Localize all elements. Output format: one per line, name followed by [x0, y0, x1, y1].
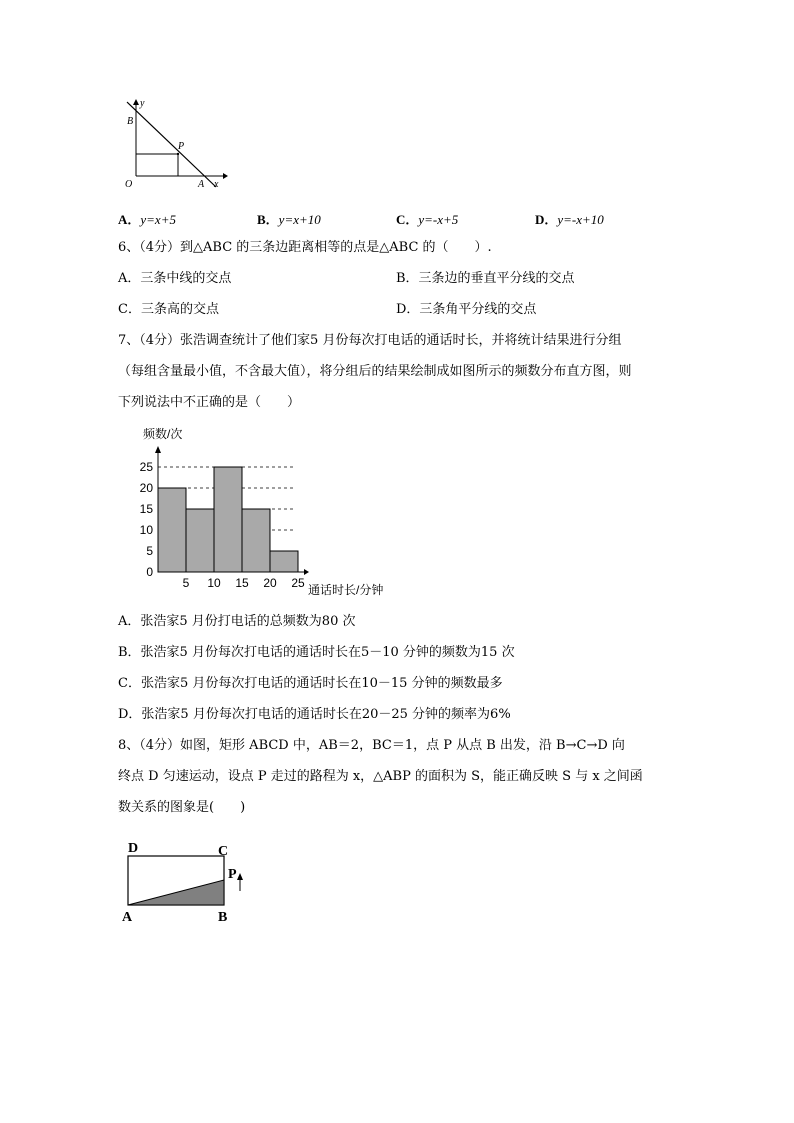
- x-tick-label: 5: [182, 576, 190, 590]
- q7-option-a[interactable]: A．张浩家5 月份打电话的总频数为80 次: [118, 614, 356, 629]
- histogram-bar: [214, 467, 242, 572]
- y-tick-label: 5: [146, 544, 153, 558]
- label-p: P: [228, 867, 237, 882]
- q7-histogram: [118, 420, 418, 605]
- q7-option-c[interactable]: C．张浩家5 月份每次打电话的通话时长在10－15 分钟的频数最多: [118, 676, 503, 691]
- histogram-bar: [270, 551, 298, 572]
- label-y: y: [140, 98, 145, 109]
- label-o: O: [125, 179, 133, 190]
- histogram-bar: [186, 509, 214, 572]
- label-p: P: [178, 141, 185, 152]
- line-ab: [127, 102, 216, 187]
- q5-figure: [118, 96, 228, 192]
- q7-stem-line-2: （每组含量最小值，不含最大值），将分组后的结果绘制成如图所示的频数分布直方图，则: [118, 364, 632, 379]
- q6-option-a[interactable]: A．三条中线的交点: [118, 271, 232, 286]
- q8-stem-line-1: 8、（4分）如图，矩形 ABCD 中，AB＝2，BC＝1，点 P 从点 B 出发，沿 B→C→D 向: [118, 738, 625, 753]
- q5-option-b[interactable]: B．y=x+10: [257, 212, 321, 227]
- q5-option-c[interactable]: C．y=-x+5: [396, 212, 459, 227]
- x-tick-label: 20: [263, 576, 277, 590]
- histogram-bar: [158, 488, 186, 572]
- q5-option-d[interactable]: D．y=-x+10: [535, 212, 604, 227]
- label-c: C: [218, 844, 229, 859]
- y-tick-label: 15: [139, 502, 153, 516]
- label-a: A: [122, 910, 133, 925]
- y-axis-label: 频数/次: [143, 427, 183, 441]
- x-axis-arrow-icon: [223, 173, 228, 179]
- up-arrow-icon: [237, 873, 243, 880]
- label-a: A: [198, 179, 205, 190]
- x-tick-label: 25: [291, 576, 305, 590]
- x-axis-label: 通话时长/分钟: [308, 583, 384, 597]
- y-axis-arrow-icon: [133, 99, 139, 105]
- triangle-abp: [128, 880, 224, 905]
- histogram-svg: [118, 420, 418, 605]
- q8-stem-line-2: 终点 D 匀速运动，设点 P 走过的路程为 x，△ABP 的面积为 S，能正确反映 S 与 x 之间函: [118, 769, 643, 784]
- q6-option-b[interactable]: B．三条边的垂直平分线的交点: [396, 271, 575, 286]
- rectangle-abcd-figure: [118, 836, 258, 928]
- q6-option-c[interactable]: C．三条高的交点: [118, 302, 219, 317]
- histogram-bar: [242, 509, 270, 572]
- q5-option-a[interactable]: A．y=x+5: [118, 212, 176, 227]
- y-tick-label: 0: [146, 565, 153, 579]
- q7-option-d[interactable]: D．张浩家5 月份每次打电话的通话时长在20－25 分钟的频率为6%: [118, 707, 511, 722]
- q6-option-d[interactable]: D．三条角平分线的交点: [396, 302, 537, 317]
- point-p: [177, 153, 179, 155]
- y-tick-label: 25: [139, 460, 153, 474]
- label-d: D: [128, 841, 139, 856]
- q7-stem-line-3: 下列说法中不正确的是（ ）: [118, 395, 301, 410]
- label-b: B: [218, 910, 228, 925]
- q8-stem-line-3: 数关系的图象是( ): [118, 800, 246, 815]
- y-tick-label: 20: [139, 481, 153, 495]
- q8-figure: [118, 836, 258, 928]
- q7-option-b[interactable]: B．张浩家5 月份每次打电话的通话时长在5－10 分钟的频数为15 次: [118, 645, 515, 660]
- label-b: B: [127, 116, 134, 127]
- x-tick-label: 15: [235, 576, 249, 590]
- q7-stem-line-1: 7、（4分）张浩调查统计了他们家5 月份每次打电话的通话时长，并将统计结果进行分组: [118, 333, 622, 348]
- label-x: x: [214, 179, 219, 190]
- q5-graph: [118, 96, 228, 192]
- x-tick-label: 10: [207, 576, 221, 590]
- q6-stem: 6、（4分）到△ABC 的三条边距离相等的点是△ABC 的（ ）.: [118, 240, 492, 255]
- y-axis-arrow-icon: [155, 446, 161, 453]
- y-tick-label: 10: [139, 523, 153, 537]
- rectangle-under-p: [136, 154, 178, 176]
- x-axis-arrow-icon: [304, 569, 309, 575]
